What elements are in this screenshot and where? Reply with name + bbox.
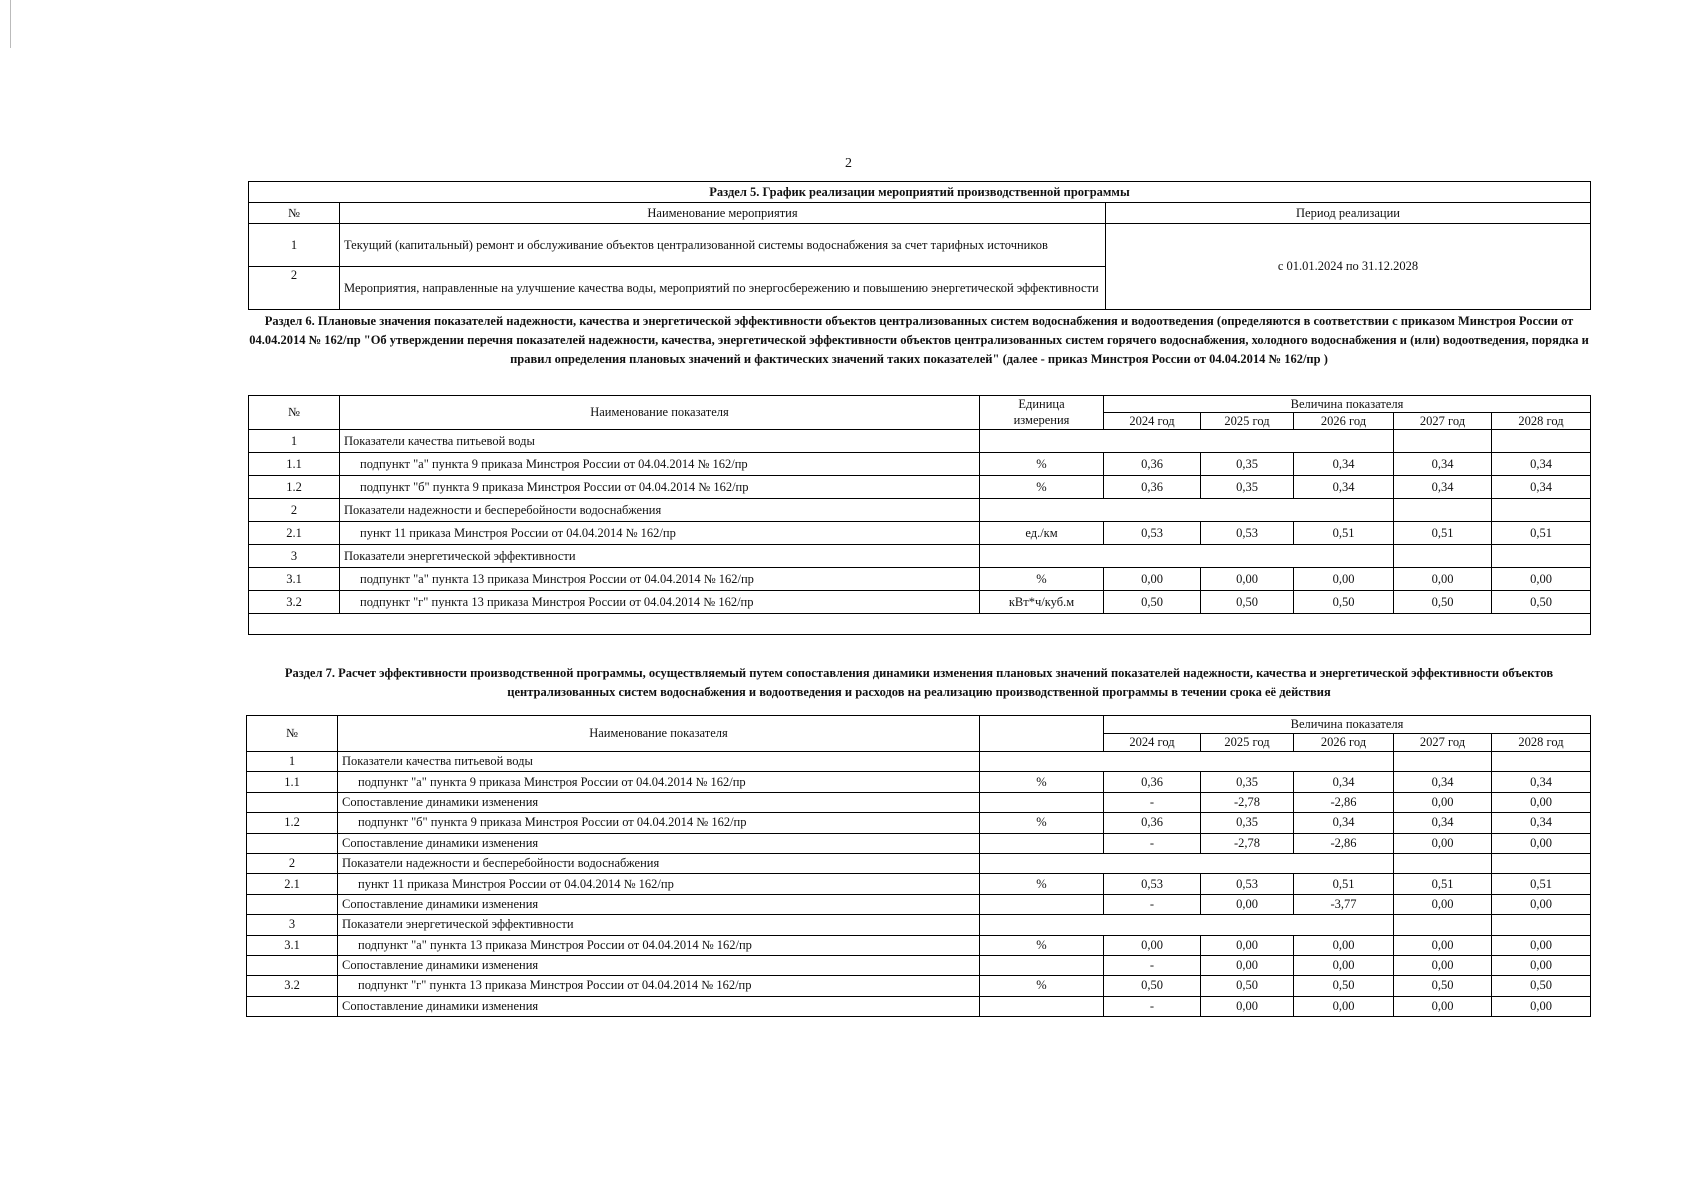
row-num: 1.2 bbox=[249, 476, 340, 499]
row-name: Показатели надежности и бесперебойности водоснабжения bbox=[340, 499, 980, 522]
row-value bbox=[1492, 499, 1591, 522]
row-value: 0,36 bbox=[1104, 772, 1201, 792]
row-name: Сопоставление динамики изменения bbox=[338, 792, 980, 812]
row-name: Показатели энергетической эффективности bbox=[338, 915, 980, 935]
section7-col-unit bbox=[980, 716, 1104, 752]
row-value: 0,00 bbox=[1201, 568, 1294, 591]
row-value: 0,00 bbox=[1394, 996, 1492, 1016]
year-header: 2024 год bbox=[1104, 413, 1201, 430]
row-value: 0,34 bbox=[1394, 813, 1492, 833]
section7-col-num: № bbox=[247, 716, 338, 752]
row-value bbox=[1394, 915, 1492, 935]
row-name: подпункт "б" пункта 9 приказа Минстроя России от 04.04.2014 № 162/пр bbox=[340, 476, 980, 499]
year-header: 2027 год bbox=[1394, 413, 1492, 430]
row-value: - bbox=[1104, 894, 1201, 914]
section6-title: Раздел 6. Плановые значения показателей надежности, качества и энергетической эффективности объектов централизованных систем водоснабжения и водоотведения (определяются в соответствии с приказом Минстроя России от 04.04.2014 № 162/пр "Об утверждении перечня показателей надежности, качества, энергетической эффективности объектов централизованных систем горячего водоснабжения, холодного водоснабжения и (или) водоотведения, порядка и правил определения плановых значений и фактических значений таких показателей" (далее - приказ Минстроя России от 04.04.2014 № 162/пр ) bbox=[249, 314, 1589, 366]
row-value: 0,50 bbox=[1201, 976, 1294, 996]
row-name: Показатели надежности и бесперебойности водоснабжения bbox=[338, 853, 980, 873]
row-value: 0,50 bbox=[1201, 591, 1294, 614]
row-value: 0,00 bbox=[1492, 996, 1591, 1016]
section6-col-name: Наименование показателя bbox=[340, 396, 980, 430]
scan-margin-mark bbox=[10, 0, 11, 48]
table-row bbox=[249, 453, 1591, 476]
row-value bbox=[1492, 430, 1591, 453]
row-num: 2.1 bbox=[247, 874, 338, 894]
row-unit: % bbox=[980, 976, 1104, 996]
section6-header-row bbox=[249, 396, 1591, 413]
row-num: 1.2 bbox=[247, 813, 338, 833]
row-name: подпункт "г" пункта 13 приказа Минстроя России от 04.04.2014 № 162/пр bbox=[340, 591, 980, 614]
row-value: 0,50 bbox=[1492, 976, 1591, 996]
row-name: Текущий (капитальный) ремонт и обслуживание объектов централизованной системы водоснабжения за счет тарифных источников bbox=[340, 224, 1106, 267]
row-unit: % bbox=[980, 453, 1104, 476]
section5-period: с 01.01.2024 по 31.12.2028 bbox=[1106, 224, 1591, 310]
section5-title: Раздел 5. График реализации мероприятий производственной программы bbox=[249, 182, 1591, 203]
row-value: 0,50 bbox=[1104, 591, 1201, 614]
row-value: 0,34 bbox=[1294, 813, 1394, 833]
row-value: 0,00 bbox=[1294, 955, 1394, 975]
table-row-empty bbox=[249, 614, 1591, 635]
year-header: 2025 год bbox=[1201, 413, 1294, 430]
section5-table bbox=[248, 181, 1591, 310]
row-value: -2,78 bbox=[1201, 833, 1294, 853]
section6-table bbox=[248, 395, 1591, 635]
row-value: 0,00 bbox=[1104, 935, 1201, 955]
row-value: 0,34 bbox=[1394, 772, 1492, 792]
row-unit: % bbox=[980, 935, 1104, 955]
row-name: подпункт "г" пункта 13 приказа Минстроя России от 04.04.2014 № 162/пр bbox=[338, 976, 980, 996]
row-value: 0,00 bbox=[1492, 568, 1591, 591]
section6-col-num: № bbox=[249, 396, 340, 430]
table-row bbox=[247, 853, 1591, 873]
table-row bbox=[249, 224, 1591, 267]
section5-title-row bbox=[249, 182, 1591, 203]
section7-header-row bbox=[247, 716, 1591, 734]
row-value: 0,34 bbox=[1492, 813, 1591, 833]
row-unit: кВт*ч/куб.м bbox=[980, 591, 1104, 614]
section6-col-unit-1: Единица bbox=[980, 396, 1104, 413]
table-row bbox=[247, 813, 1591, 833]
row-value: 0,00 bbox=[1394, 833, 1492, 853]
row-value: 0,00 bbox=[1201, 894, 1294, 914]
row-value: 0,00 bbox=[1492, 955, 1591, 975]
row-value: -2,78 bbox=[1201, 792, 1294, 812]
row-num: 2 bbox=[249, 499, 340, 522]
row-value: 0,00 bbox=[1492, 833, 1591, 853]
row-name: Показатели энергетической эффективности bbox=[340, 545, 980, 568]
section5-col-name: Наименование мероприятия bbox=[340, 203, 1106, 224]
year-header: 2024 год bbox=[1104, 734, 1201, 752]
section7-col-value: Величина показателя bbox=[1104, 716, 1591, 734]
row-unit bbox=[980, 955, 1104, 975]
table-row bbox=[247, 976, 1591, 996]
row-name: Сопоставление динамики изменения bbox=[338, 833, 980, 853]
section5-header-row bbox=[249, 203, 1591, 224]
row-num bbox=[247, 833, 338, 853]
row-num bbox=[247, 955, 338, 975]
row-group-span bbox=[980, 853, 1394, 873]
table-row bbox=[247, 752, 1591, 772]
year-header: 2028 год bbox=[1492, 734, 1591, 752]
row-value: 0,00 bbox=[1492, 935, 1591, 955]
row-group-span bbox=[980, 430, 1394, 453]
row-value: 0,36 bbox=[1104, 813, 1201, 833]
row-value: 0,00 bbox=[1492, 792, 1591, 812]
row-value: 0,00 bbox=[1201, 996, 1294, 1016]
table-row bbox=[247, 874, 1591, 894]
section7-col-name: Наименование показателя bbox=[338, 716, 980, 752]
row-value: 0,50 bbox=[1294, 976, 1394, 996]
row-num: 3 bbox=[249, 545, 340, 568]
row-value: 0,36 bbox=[1104, 453, 1201, 476]
page-number: 2 bbox=[845, 156, 852, 171]
row-value: - bbox=[1104, 833, 1201, 853]
table-row bbox=[247, 955, 1591, 975]
section6-col-value: Величина показателя bbox=[1104, 396, 1591, 413]
table-row bbox=[249, 522, 1591, 545]
table-row bbox=[247, 935, 1591, 955]
row-value: 0,34 bbox=[1294, 772, 1394, 792]
row-value bbox=[1394, 752, 1492, 772]
row-value: -2,86 bbox=[1294, 792, 1394, 812]
row-name: подпункт "а" пункта 9 приказа Минстроя России от 04.04.2014 № 162/пр bbox=[340, 453, 980, 476]
table-row bbox=[247, 996, 1591, 1016]
row-value: 0,53 bbox=[1201, 874, 1294, 894]
row-group-span bbox=[980, 499, 1394, 522]
row-value: 0,00 bbox=[1394, 894, 1492, 914]
row-value: 0,00 bbox=[1394, 955, 1492, 975]
row-name: Сопоставление динамики изменения bbox=[338, 955, 980, 975]
row-num: 2 bbox=[247, 853, 338, 873]
row-name: Мероприятия, направленные на улучшение качества воды, мероприятий по энергосбережению и повышению энергетической эффективности bbox=[340, 267, 1106, 310]
row-value: 0,50 bbox=[1394, 591, 1492, 614]
row-value: 0,00 bbox=[1104, 568, 1201, 591]
section7-body bbox=[247, 752, 1591, 1017]
row-num: 1 bbox=[249, 224, 340, 267]
row-value: - bbox=[1104, 996, 1201, 1016]
row-value: 0,35 bbox=[1201, 453, 1294, 476]
row-value: 0,00 bbox=[1394, 568, 1492, 591]
row-value: 0,00 bbox=[1201, 935, 1294, 955]
table-row bbox=[247, 915, 1591, 935]
row-name: подпункт "а" пункта 13 приказа Минстроя России от 04.04.2014 № 162/пр bbox=[338, 935, 980, 955]
row-unit: % bbox=[980, 772, 1104, 792]
section7-title: Раздел 7. Расчет эффективности производственной программы, осуществляемый путем сопоставления динамики изменения плановых значений показателей надежности, качества и энергетической эффективности объектов централизованных систем водоснабжения и водоотведения и расходов на реализацию производственной программы в течении срока её действия bbox=[284, 666, 1554, 699]
row-num: 1.1 bbox=[249, 453, 340, 476]
row-num: 1.1 bbox=[247, 772, 338, 792]
year-header: 2026 год bbox=[1294, 413, 1394, 430]
table-row bbox=[249, 430, 1591, 453]
row-group-span bbox=[980, 915, 1394, 935]
row-unit: % bbox=[980, 476, 1104, 499]
row-value: -3,77 bbox=[1294, 894, 1394, 914]
row-num bbox=[247, 792, 338, 812]
section5-col-period: Период реализации bbox=[1106, 203, 1591, 224]
row-name: пункт 11 приказа Минстроя России от 04.04.2014 № 162/пр bbox=[340, 522, 980, 545]
row-value: 0,00 bbox=[1294, 568, 1394, 591]
row-group-span bbox=[980, 545, 1394, 568]
row-value bbox=[1492, 915, 1591, 935]
row-num: 2 bbox=[249, 267, 340, 310]
row-name: подпункт "а" пункта 13 приказа Минстроя России от 04.04.2014 № 162/пр bbox=[340, 568, 980, 591]
row-value: 0,34 bbox=[1492, 453, 1591, 476]
row-name: подпункт "а" пункта 9 приказа Минстроя России от 04.04.2014 № 162/пр bbox=[338, 772, 980, 792]
row-unit: % bbox=[980, 568, 1104, 591]
row-value: 0,53 bbox=[1104, 522, 1201, 545]
row-value: 0,50 bbox=[1294, 591, 1394, 614]
row-num: 3.2 bbox=[249, 591, 340, 614]
row-value: 0,00 bbox=[1294, 996, 1394, 1016]
section7-table bbox=[246, 715, 1591, 1017]
row-group-span bbox=[980, 752, 1394, 772]
section6-col-unit-2: измерения bbox=[980, 413, 1104, 430]
row-value: 0,51 bbox=[1394, 874, 1492, 894]
row-num: 1 bbox=[247, 752, 338, 772]
row-value: 0,00 bbox=[1201, 955, 1294, 975]
row-name: Показатели качества питьевой воды bbox=[338, 752, 980, 772]
row-unit bbox=[980, 996, 1104, 1016]
row-value: 0,53 bbox=[1104, 874, 1201, 894]
row-value: 0,51 bbox=[1492, 522, 1591, 545]
row-value bbox=[1492, 853, 1591, 873]
row-unit bbox=[980, 833, 1104, 853]
row-name: Показатели качества питьевой воды bbox=[340, 430, 980, 453]
row-num: 1 bbox=[249, 430, 340, 453]
row-value: 0,36 bbox=[1104, 476, 1201, 499]
row-value: 0,00 bbox=[1394, 935, 1492, 955]
row-name: пункт 11 приказа Минстроя России от 04.04.2014 № 162/пр bbox=[338, 874, 980, 894]
year-header: 2025 год bbox=[1201, 734, 1294, 752]
row-value: 0,34 bbox=[1294, 453, 1394, 476]
table-row bbox=[249, 591, 1591, 614]
row-num: 3.1 bbox=[247, 935, 338, 955]
row-unit bbox=[980, 894, 1104, 914]
row-value: 0,34 bbox=[1394, 476, 1492, 499]
table-row bbox=[249, 499, 1591, 522]
row-num: 3 bbox=[247, 915, 338, 935]
row-num bbox=[247, 996, 338, 1016]
row-value bbox=[1394, 853, 1492, 873]
row-value: 0,50 bbox=[1492, 591, 1591, 614]
row-value: 0,34 bbox=[1492, 476, 1591, 499]
row-value: 0,51 bbox=[1294, 522, 1394, 545]
row-name: подпункт "б" пункта 9 приказа Минстроя России от 04.04.2014 № 162/пр bbox=[338, 813, 980, 833]
row-value: 0,51 bbox=[1294, 874, 1394, 894]
row-value: 0,35 bbox=[1201, 476, 1294, 499]
year-header: 2027 год bbox=[1394, 734, 1492, 752]
row-value bbox=[1492, 545, 1591, 568]
row-value: 0,35 bbox=[1201, 813, 1294, 833]
row-name: Сопоставление динамики изменения bbox=[338, 894, 980, 914]
year-header: 2028 год bbox=[1492, 413, 1591, 430]
row-unit bbox=[980, 792, 1104, 812]
row-value: 0,00 bbox=[1492, 894, 1591, 914]
section6-body bbox=[249, 430, 1591, 635]
row-value bbox=[1394, 499, 1492, 522]
row-value: 0,50 bbox=[1104, 976, 1201, 996]
row-value: 0,50 bbox=[1394, 976, 1492, 996]
table-row bbox=[247, 894, 1591, 914]
row-num: 3.2 bbox=[247, 976, 338, 996]
row-value: 0,34 bbox=[1294, 476, 1394, 499]
row-unit: % bbox=[980, 874, 1104, 894]
row-value bbox=[1394, 545, 1492, 568]
row-num: 3.1 bbox=[249, 568, 340, 591]
table-row bbox=[249, 545, 1591, 568]
row-unit: ед./км bbox=[980, 522, 1104, 545]
section5-col-num: № bbox=[249, 203, 340, 224]
table-row bbox=[249, 476, 1591, 499]
table-row bbox=[247, 772, 1591, 792]
row-num bbox=[247, 894, 338, 914]
row-value: 0,51 bbox=[1492, 874, 1591, 894]
row-value: - bbox=[1104, 792, 1201, 812]
row-value bbox=[1492, 752, 1591, 772]
row-value: 0,00 bbox=[1394, 792, 1492, 812]
row-value: 0,51 bbox=[1394, 522, 1492, 545]
row-value: 0,53 bbox=[1201, 522, 1294, 545]
row-unit: % bbox=[980, 813, 1104, 833]
row-num: 2.1 bbox=[249, 522, 340, 545]
row-value: 0,35 bbox=[1201, 772, 1294, 792]
year-header: 2026 год bbox=[1294, 734, 1394, 752]
row-name: Сопоставление динамики изменения bbox=[338, 996, 980, 1016]
row-value: 0,00 bbox=[1294, 935, 1394, 955]
table-row bbox=[247, 833, 1591, 853]
row-value: -2,86 bbox=[1294, 833, 1394, 853]
table-row bbox=[249, 568, 1591, 591]
table-row bbox=[247, 792, 1591, 812]
row-value: 0,34 bbox=[1394, 453, 1492, 476]
row-value: 0,34 bbox=[1492, 772, 1591, 792]
row-value bbox=[1394, 430, 1492, 453]
row-value: - bbox=[1104, 955, 1201, 975]
empty-cell bbox=[249, 614, 1591, 635]
